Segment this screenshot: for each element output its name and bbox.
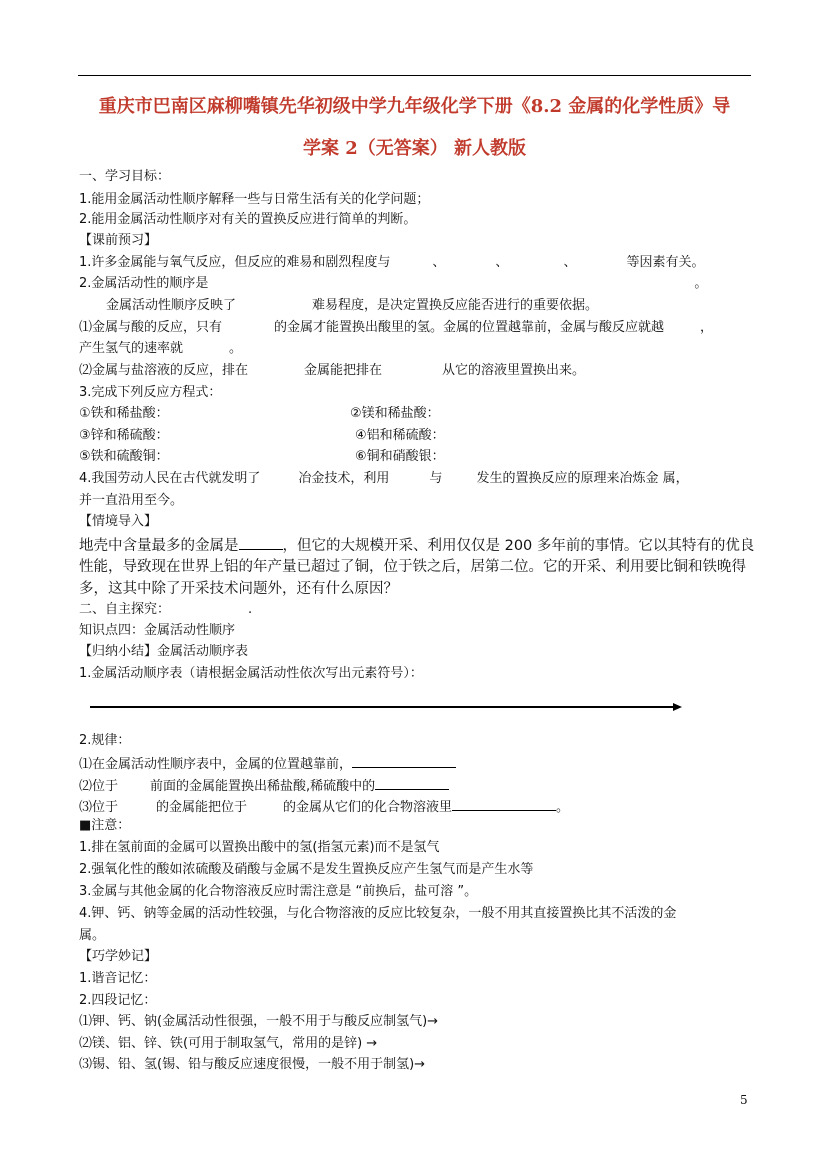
preview-item-1 — [79, 255, 704, 271]
ancient-text-c: 与 — [429, 471, 443, 486]
comma-2: 、 — [495, 255, 509, 270]
explore-heading: 二、自主探究： — [79, 602, 171, 617]
reaction-zn-h2so4: ③锌和稀硫酸： — [79, 428, 169, 443]
metal-salt-text-c: 从它的溶液里置换出来。 — [442, 363, 586, 378]
preview-item-2 — [79, 276, 707, 292]
note-4: 4.钾、钙、钠等金属的活动性较强，与化合物溶液的反应比较复杂，一般不用其直接置换比其不活泼的金 — [79, 906, 677, 921]
preview-item-4 — [79, 471, 689, 487]
preview-item-1-end: 等因素有关。 — [626, 255, 705, 270]
doc-title-line-1: 重庆市巴南区麻柳嘴镇先华初级中学九年级化学下册《8.2 金属的化学性质》导 — [98, 96, 731, 117]
rule-3-end: 。 — [556, 800, 570, 815]
rule-1-text: ⑴在金属活动性顺序表中，金属的位置越靠前， — [79, 757, 353, 772]
memo-4: ⑵镁、铝、锌、铁(可用于制取氢气，常用的是锌) → — [79, 1036, 378, 1051]
knowledge-point: 知识点四：金属活动性顺序 — [79, 623, 236, 638]
metal-salt-text-a: ⑵金属与盐溶液的反应，排在 — [79, 363, 249, 378]
memo-2: 2.四段记忆： — [79, 993, 157, 1008]
activity-table-prompt: 1.金属活动顺序表（请根据金属活动性依次写出元素符号）： — [79, 666, 423, 681]
rule-3 — [79, 797, 569, 816]
comma-1: 、 — [432, 255, 446, 270]
hydrogen-rate-end: 。 — [229, 341, 243, 356]
intro-line-2: 性能，导致现在世界上铝的年产量已超过了铜，位于铁之后，居第二位。它的开采、利用要比铜和铁晚得 — [79, 559, 746, 575]
preview-metal-acid — [79, 320, 713, 336]
page-number: 5 — [740, 1093, 748, 1107]
metal-acid-comma: ， — [700, 320, 714, 335]
rule-2-blank[interactable] — [375, 776, 449, 790]
ancient-text-a: 4.我国劳动人民在古代就发明了 — [79, 471, 261, 486]
rule-3-text-a: ⑶位于 — [79, 800, 119, 815]
note-3: 3.金属与其他金属的化合物溶液反应时需注意是 “前换后，盐可溶 ”。 — [79, 884, 478, 899]
preview-heading: 【课前预习】 — [79, 233, 158, 248]
goal-1: 1.能用金属活动性顺序解释一些与日常生活有关的化学问题； — [79, 192, 430, 207]
intro-line-1-b: ，但它的大规模开采、利用仅仅是 200 多年前的事情。它以其特有的优良 — [282, 538, 755, 554]
explore-heading-line — [79, 602, 252, 618]
hydrogen-rate-text: 产生氢气的速率就 — [79, 341, 184, 356]
memo-1: 1.谐音记忆： — [79, 971, 157, 986]
preview-item-2-text: 2.金属活动性的顺序是 — [79, 276, 209, 291]
memo-heading: 【巧学妙记】 — [79, 949, 158, 964]
activity-reflects-text: 金属活动性顺序反映了 — [106, 298, 237, 313]
rule-3-text-c: 的金属从它们的化合物溶液里 — [283, 800, 453, 815]
preview-item-2-end: 。 — [694, 276, 708, 291]
note-2: 2.强氧化性的酸如浓硫酸及硝酸与金属不是发生置换反应产生氢气而是产生水等 — [79, 862, 534, 877]
metal-acid-text-b: 的金属才能置换出酸里的氢。金属的位置越靠前，金属与酸反应就越 — [274, 320, 665, 335]
doc-title-line-2: 学案 2（无答案） 新人教版 — [302, 138, 527, 159]
rule-2-text-b: 前面的金属能置换出稀盐酸,稀硫酸中的 — [150, 779, 376, 794]
metal-acid-text-a: ⑴金属与酸的反应，只有 — [79, 320, 223, 335]
rules-heading: 2.规律： — [79, 733, 131, 748]
preview-item-1-text: 1.许多金属能与氧气反应，但反应的难易和剧烈程度与 — [79, 255, 391, 270]
rule-3-blank[interactable] — [452, 797, 556, 811]
reaction-mg-hcl: ②镁和稀盐酸： — [350, 406, 440, 421]
comma-3: 、 — [563, 255, 577, 270]
ancient-text-b: 冶金技术，利用 — [298, 471, 390, 486]
preview-item-4-cont: 并一直沿用至今。 — [79, 493, 184, 508]
reaction-iron-hcl: ①铁和稀盐酸： — [79, 406, 169, 421]
rule-3-text-b: 的金属能把位于 — [156, 800, 248, 815]
preview-metal-acid-2 — [79, 341, 242, 357]
ancient-text-d: 发生的置换反应的原理来冶炼金 属， — [476, 471, 689, 486]
metal-salt-text-b: 金属能把排在 — [304, 363, 383, 378]
note-4-cont: 属。 — [79, 928, 106, 943]
notes-heading: ■注意： — [79, 818, 131, 833]
answer-blank[interactable] — [239, 536, 283, 550]
explore-dot: . — [248, 602, 253, 617]
header-rule — [78, 75, 751, 76]
preview-item-3: 3.完成下列反应方程式： — [79, 385, 222, 400]
activity-basis-text: 难易程度，是决定置换反应能否进行的重要依据。 — [312, 298, 599, 313]
rule-2-text-a: ⑵位于 — [79, 779, 119, 794]
goal-2: 2.能用金属活动性顺序对有关的置换反应进行简单的判断。 — [79, 212, 417, 227]
memo-3: ⑴钾、钙、钠(金属活动性很强，一般不用于与酸反应制氢气)→ — [79, 1014, 439, 1029]
note-1: 1.排在氢前面的金属可以置换出酸中的氢(指氢元素)而不是氢气 — [79, 840, 440, 855]
summary-heading: 【归纳小结】金属活动顺序表 — [79, 644, 249, 659]
activity-series-arrow — [90, 701, 682, 713]
preview-metal-salt — [79, 363, 585, 379]
reaction-al-h2so4: ④铝和稀硫酸： — [355, 428, 445, 443]
reaction-fe-cuso4: ⑤铁和硫酸铜： — [79, 449, 169, 464]
preview-item-2-sub — [106, 298, 598, 314]
reaction-cu-agno3: ⑥铜和硝酸银： — [355, 449, 445, 464]
intro-line-3: 多，这其中除了开采技术问题外，还有什么原因？ — [79, 581, 398, 597]
memo-5: ⑶锡、铅、氢(锡、铅与酸反应速度很慢，一般不用于制氢)→ — [79, 1057, 426, 1072]
rule-1 — [79, 754, 456, 773]
rule-2 — [79, 776, 449, 795]
section-goals-heading: 一、学习目标： — [79, 169, 171, 184]
intro-heading: 【情境导入】 — [79, 514, 158, 529]
intro-line-1-a: 地壳中含量最多的金属是 — [79, 538, 239, 554]
intro-line-1 — [79, 536, 754, 555]
rule-1-blank[interactable] — [352, 754, 456, 768]
